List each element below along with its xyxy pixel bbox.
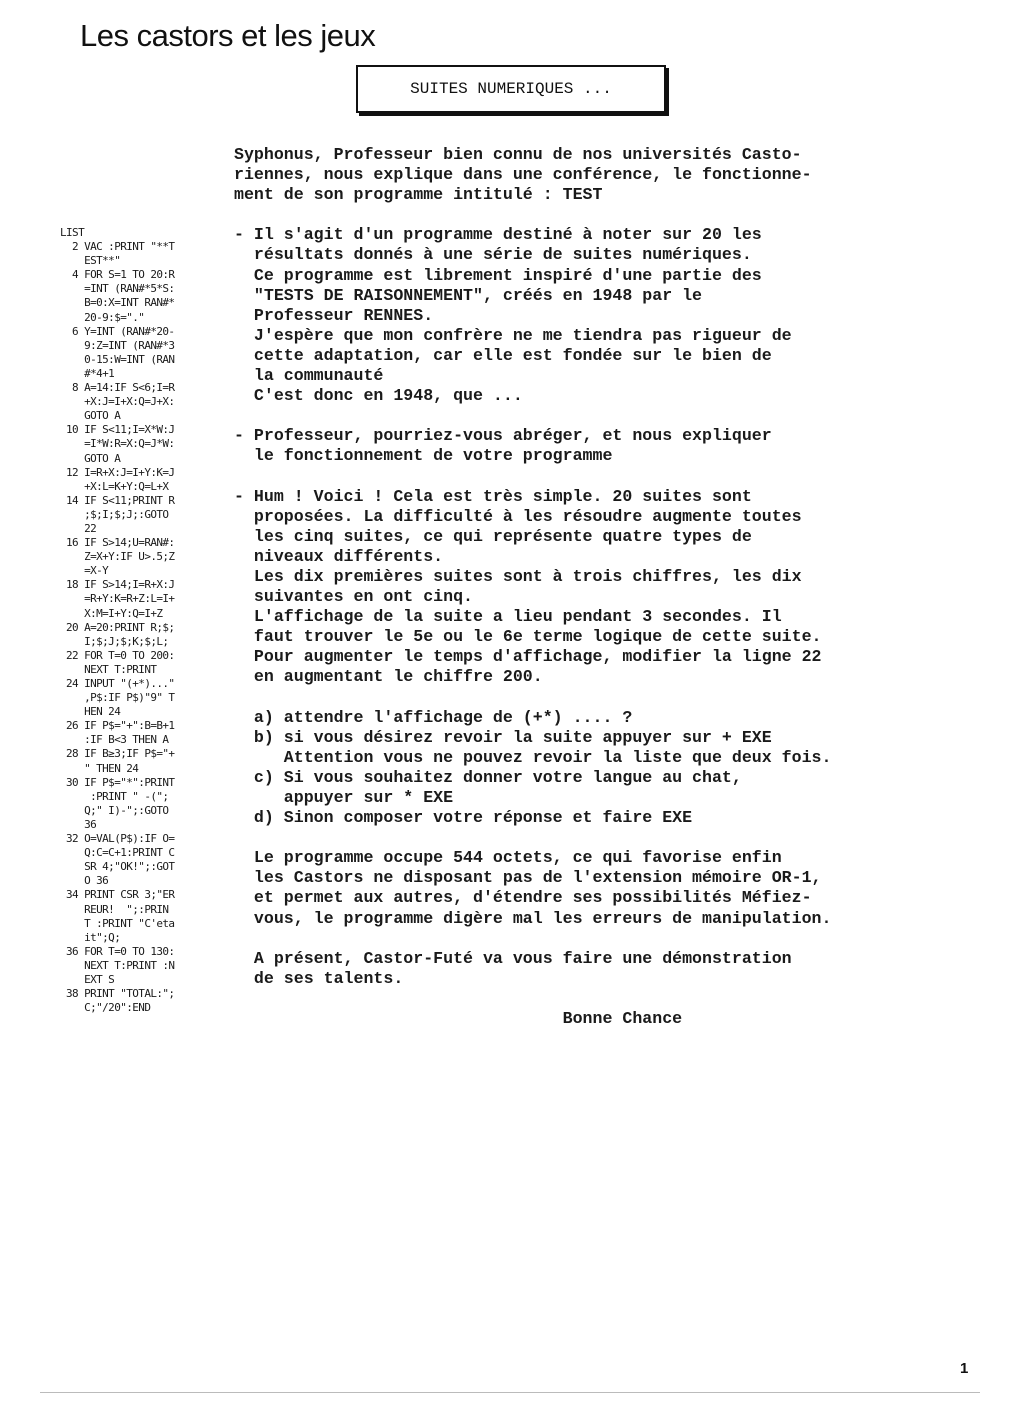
listing-line: 4 FOR S=1 TO 20:R (60, 268, 175, 282)
listing-line: O 36 (60, 874, 109, 888)
blank-line (234, 467, 994, 487)
body-line: d) Sinon composer votre réponse et faire EXE (234, 808, 693, 828)
listing-line: 28 IF B≥3;IF P$="+ (60, 747, 175, 761)
listing-line: 12 I=R+X:J=I+Y:K=J (60, 465, 175, 479)
listing-line: 32 O=VAL(P$):IF O= (60, 832, 175, 846)
body-line: vous, le programme digère mal les erreurs de manipulation. (234, 908, 832, 928)
listing-line: 30 IF P$="*":PRINT (60, 775, 175, 789)
blank-line (234, 688, 994, 708)
blank-line (234, 828, 994, 848)
listing-line: :PRINT " -("; (60, 789, 169, 803)
footer-rule (40, 1392, 980, 1393)
listing-line: SR 4;"OK!";:GOT (60, 860, 175, 874)
listing-line: " THEN 24 (60, 761, 139, 775)
listing-line: REUR! ";:PRIN (60, 902, 169, 916)
listing-line: 34 PRINT CSR 3;"ER (60, 888, 175, 902)
blank-line (234, 406, 994, 426)
body-line: Bonne Chance (234, 1009, 683, 1029)
body-line: appuyer sur * EXE (234, 788, 454, 807)
body-line: c) Si vous souhaitez donner votre langue au chat, (234, 767, 742, 787)
blank-line (234, 929, 994, 949)
listing-line: 26 IF P$="+":B=B+1 (60, 719, 175, 733)
listing-line: 18 IF S>14;I=R+X:J (60, 578, 175, 592)
listing-line: 36 FOR T=0 TO 130: (60, 944, 175, 958)
listing-line: EXT S (60, 972, 115, 986)
body-line: J'espère que mon confrère ne me tiendra pas rigueur de (234, 325, 792, 345)
body-line: - Hum ! Voici ! Cela est très simple. 20 suites sont (234, 486, 752, 506)
blank-line (234, 205, 994, 225)
body-line: a) attendre l'affichage de (+*) .... ? (234, 707, 633, 727)
page-title: Les castors et les jeux (80, 18, 376, 53)
body-line: les cinq suites, ce qui représente quatre types de (234, 526, 752, 546)
listing-line: 24 INPUT "(+*)..." (60, 677, 175, 690)
listing-line: ,P$:IF P$)"9" T (60, 691, 175, 705)
body-line: b) si vous désirez revoir la suite appuyer sur + EXE (234, 727, 772, 747)
body-line: en augmentant le chiffre 200. (234, 667, 543, 687)
listing-line: 9:Z=INT (RAN#*3 (60, 338, 175, 352)
listing-line: 36 (60, 817, 97, 831)
listing-line: 16 IF S>14;U=RAN#: (60, 536, 175, 550)
listing-line: C;"/20":END (60, 1001, 151, 1015)
listing-line: NEXT T:PRINT (60, 662, 157, 676)
blank-line (234, 989, 994, 1009)
body-line: faut trouver le 5e ou le 6e terme logique de cette suite. (234, 627, 822, 647)
section-title-box (356, 65, 666, 113)
listing-line: T :PRINT "C'eta (60, 916, 175, 930)
body-line: A présent, Castor-Futé va vous faire une démonstration (234, 948, 792, 968)
listing-line: Z=X+Y:IF U>.5;Z (60, 550, 175, 564)
body-line: ment de son programme intitulé : TEST (234, 185, 603, 205)
body-line: résultats donnés à une série de suites numériques. (234, 245, 752, 265)
body-line: Le programme occupe 544 octets, ce qui favorise enfin (234, 848, 782, 868)
listing-line: Q:C=C+1:PRINT C (60, 846, 175, 860)
listing-line: NEXT T:PRINT :N (60, 958, 175, 972)
body-line: Pour augmenter le temps d'affichage, modifier la ligne 22 (234, 647, 822, 667)
body-line: Attention vous ne pouvez revoir la liste que deux fois. (234, 747, 832, 767)
listing-line: =R+Y:K=R+Z:L=I+ (60, 592, 175, 606)
section-title: SUITES NUMERIQUES ... (410, 80, 612, 98)
body-line: la communauté (234, 366, 384, 386)
body-line: "TESTS DE RAISONNEMENT", créés en 1948 par le (234, 285, 703, 305)
listing-line: =X-Y (60, 564, 109, 578)
listing-line: +X:L=K+Y:Q=L+X (60, 479, 169, 493)
listing-line: =INT (RAN#*5*S: (60, 282, 175, 296)
body-line: et permet aux autres, d'étendre ses possibilités Méfiez- (234, 888, 812, 908)
body-line: Syphonus, Professeur bien connu de nos universités Casto- (234, 145, 802, 164)
listing-line: #*4+1 (60, 366, 115, 380)
body-line: proposées. La difficulté à les résoudre augmente toutes (234, 506, 802, 526)
listing-line: +X:J=I+X:Q=J+X: (60, 395, 175, 409)
listing-line: 8 A=14:IF S<6;I=R (60, 381, 175, 395)
listing-line: HEN 24 (60, 705, 121, 719)
body-line: Professeur RENNES. (234, 305, 434, 325)
listing-line: 6 Y=INT (RAN#*20- (60, 324, 175, 338)
listing-line: B=0:X=INT RAN#* (60, 296, 175, 310)
listing-line: GOTO A (60, 451, 121, 465)
listing-line: 0-15:W=INT (RAN (60, 352, 175, 366)
body-line: L'affichage de la suite a lieu pendant 3 secondes. Il (234, 607, 782, 627)
body-line: C'est donc en 1948, que ... (234, 386, 523, 406)
body-line: - Il s'agit d'un programme destiné à noter sur 20 les (234, 225, 762, 245)
listing-line: EST**" (60, 254, 121, 268)
listing-line: 20 A=20:PRINT R;$; (60, 620, 175, 634)
listing-line: 20-9:$="." (60, 310, 145, 324)
page-number: 1 (960, 1360, 969, 1377)
listing-line: GOTO A (60, 409, 121, 423)
listing-line: LIST (60, 226, 85, 239)
basic-program-listing (60, 226, 210, 1015)
listing-line: 2 VAC :PRINT "**T (60, 240, 175, 254)
listing-line: :IF B<3 THEN A (60, 733, 169, 747)
body-line: riennes, nous explique dans une conférence, le fonctionne- (234, 165, 812, 185)
listing-line: 14 IF S<11;PRINT R (60, 493, 175, 507)
listing-line: it";Q; (60, 930, 121, 944)
body-line: le fonctionnement de votre programme (234, 446, 613, 466)
body-line: de ses talents. (234, 968, 404, 988)
listing-line: X:M=I+Y:Q=I+Z (60, 606, 163, 620)
body-line: les Castors ne disposant pas de l'extension mémoire OR-1, (234, 868, 822, 888)
listing-line: Q;" I)-";:GOTO (60, 803, 169, 817)
listing-line: 22 (60, 521, 97, 535)
listing-line: 10 IF S<11;I=X*W:J (60, 423, 175, 437)
body-line: Les dix premières suites sont à trois chiffres, les dix (234, 566, 802, 586)
listing-line: =I*W:R=X:Q=J*W: (60, 437, 175, 451)
body-line: cette adaptation, car elle est fondée sur le bien de (234, 345, 772, 365)
listing-line: 38 PRINT "TOTAL:"; (60, 987, 175, 1001)
body-line: Ce programme est librement inspiré d'une partie des (234, 265, 762, 285)
listing-line: ;$;I;$;J;:GOTO (60, 507, 169, 521)
body-line: suivantes en ont cinq. (234, 587, 473, 607)
body-line: - Professeur, pourriez-vous abréger, et nous expliquer (234, 426, 772, 446)
listing-line: I;$;J;$;K;$;L; (60, 634, 169, 648)
body-line: niveaux différents. (234, 546, 444, 566)
listing-line: 22 FOR T=0 TO 200: (60, 648, 175, 662)
article-body (234, 145, 994, 1029)
